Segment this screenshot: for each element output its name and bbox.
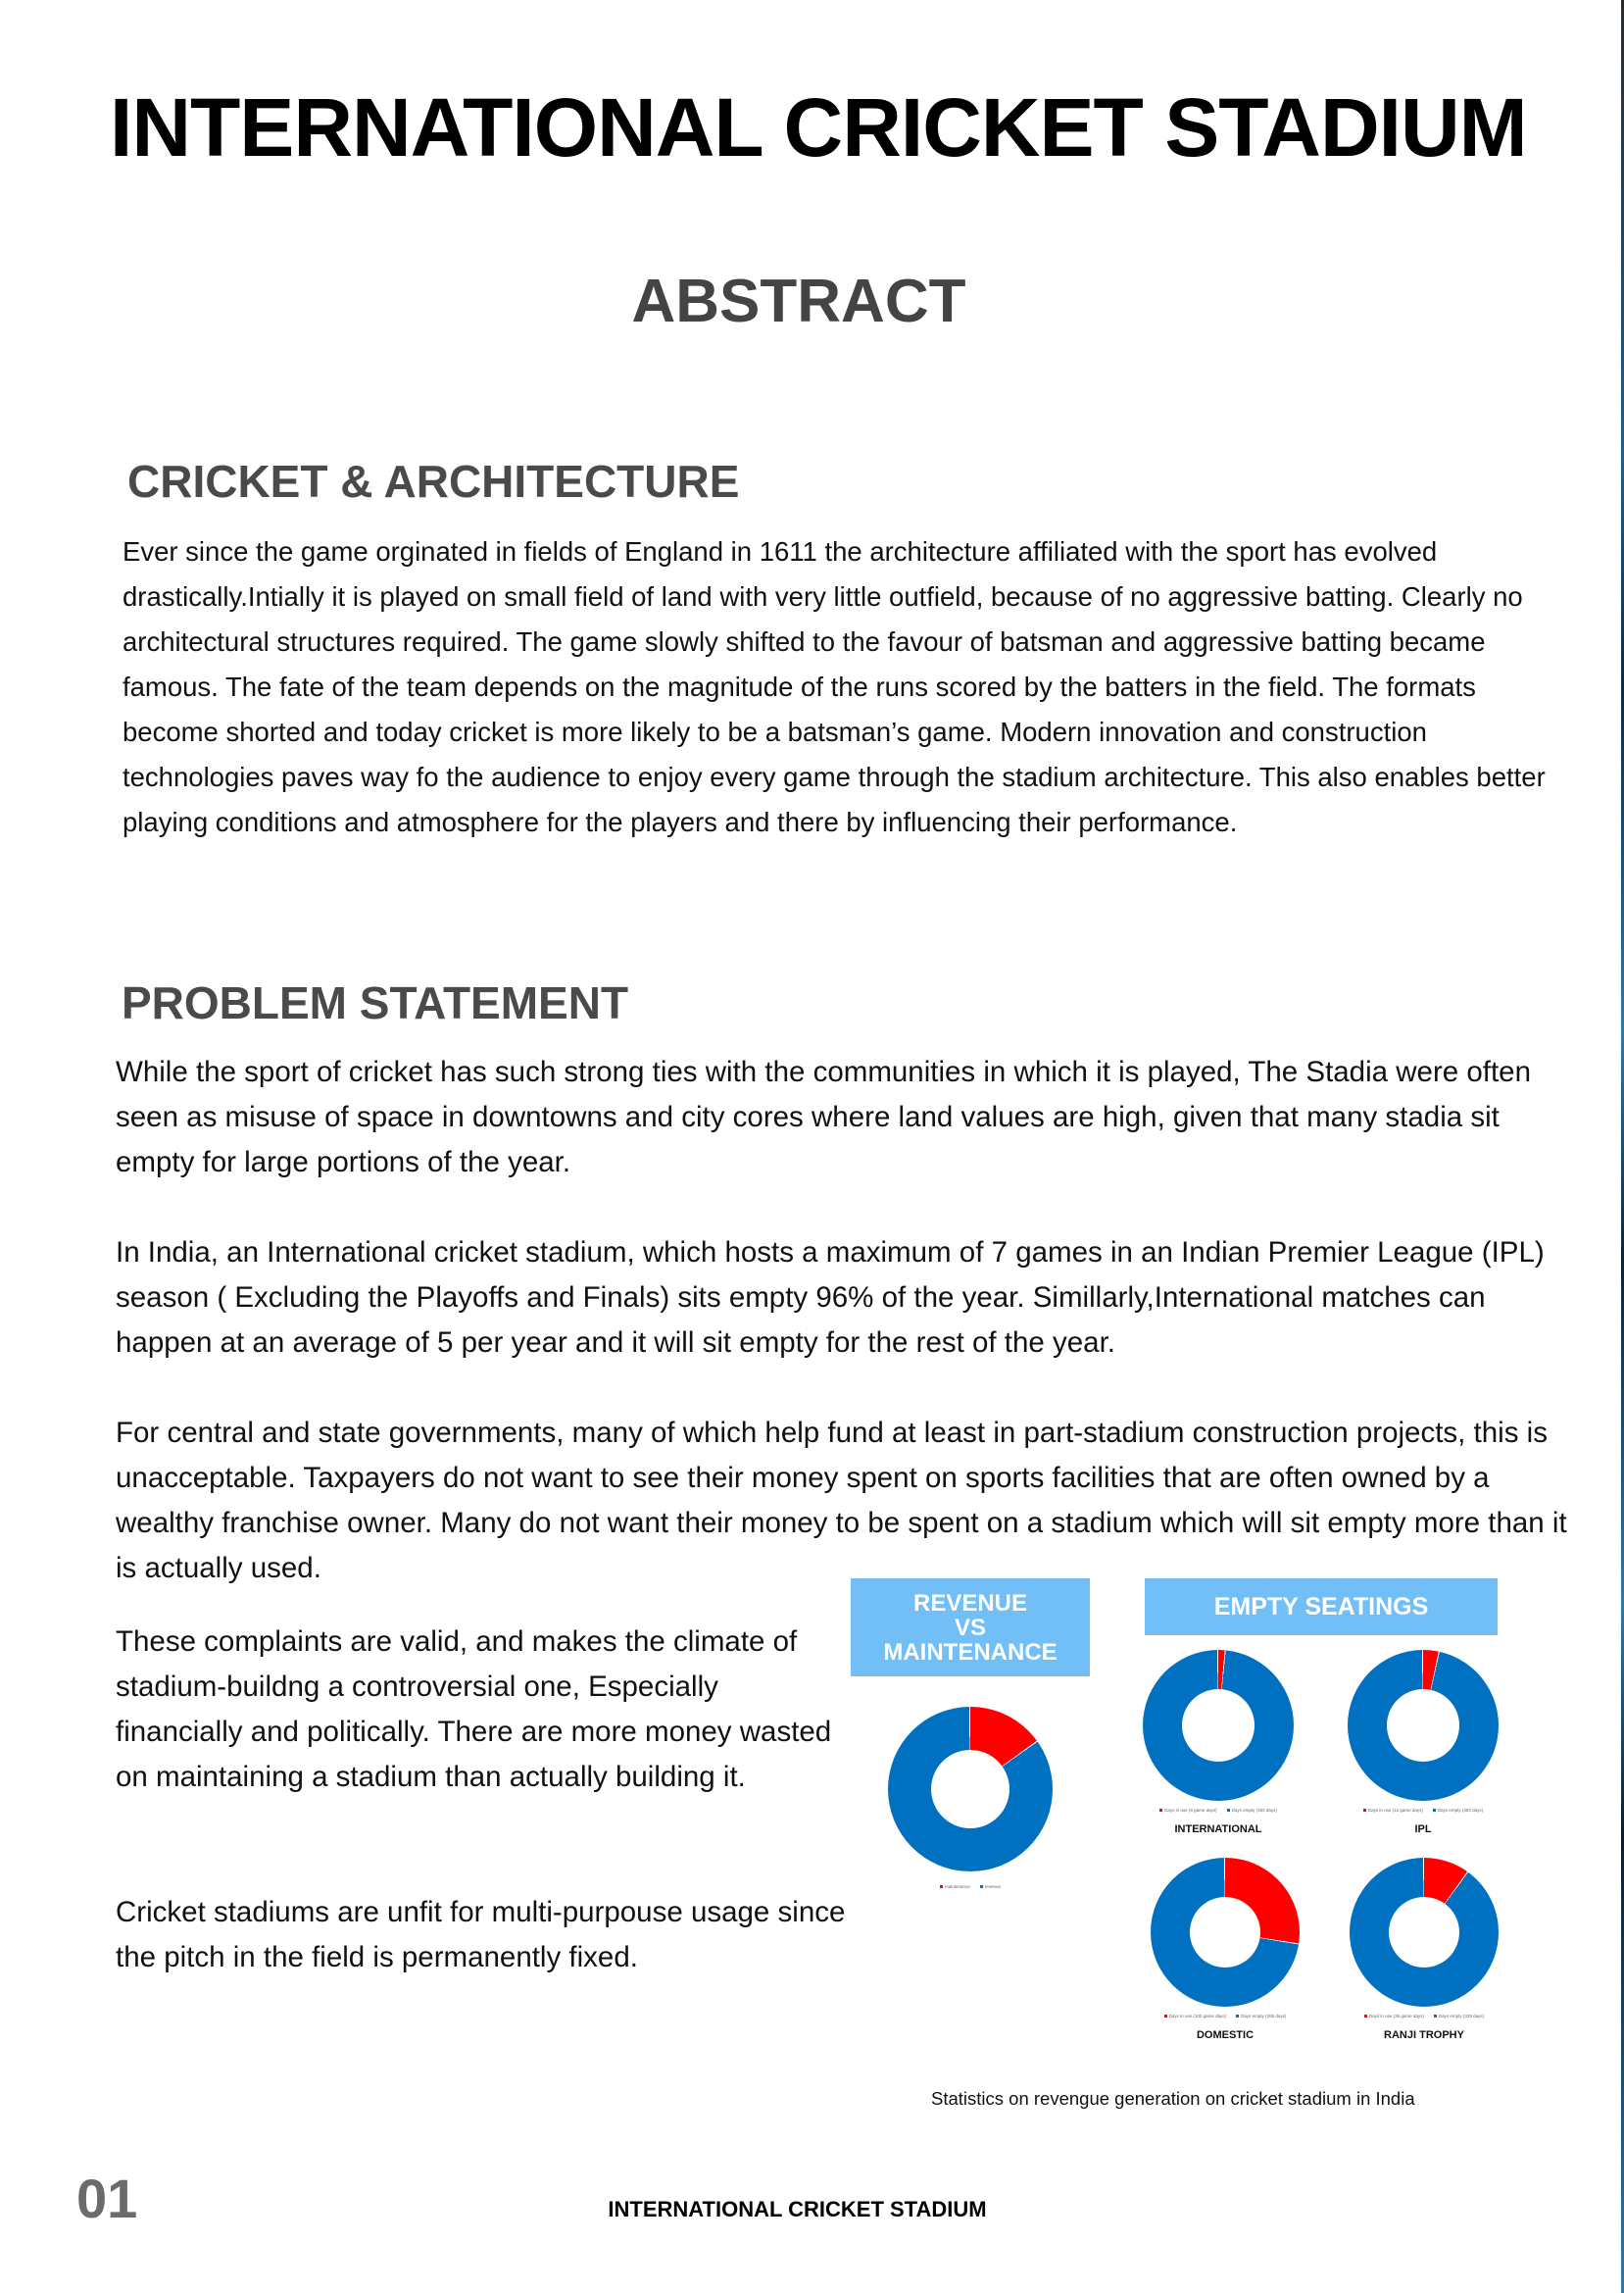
revenue-header-line: REVENUE [912, 1589, 1028, 1617]
legend-swatch-icon [1236, 2015, 1239, 2018]
legend-swatch-icon [1433, 1809, 1436, 1812]
legend-swatch-icon [1434, 2015, 1437, 2018]
problem-paragraph-3: For central and state governments, many of which help fund at least in part-stadium construction projects, this is unacceptable. Taxpayers do not want to see their money spent on sports facilities that are often owned by a wealthy franchise owner. Many do not want their money to be spent on a stadium which will sit empty more than it is actually used. [116, 1417, 1567, 1584]
legend-swatch-icon [1363, 1809, 1366, 1812]
legend-item: Days empty (265 days) [1236, 2014, 1286, 2019]
legend-swatch-icon [1159, 1809, 1162, 1812]
legend-swatch-icon [940, 1885, 943, 1888]
architecture-paragraph: Ever since the game orginated in fields of England in 1611 the architecture affiliated with the sport has evolved drastically.Intially it is played on small field of land with very little outfield, because of no aggressive batting. Clearly no architectural structures required. The game slowly shifted to the favour of batsman and aggressive batting became famous. The fate of the team depends on the magnitude of the runs scored by the batters in the field. The formats become shorted and today cricket is more likely to be a batsman’s game. Modern innovation and construction technologies paves way fo the audience to enjoy every game through the stadium architecture. This also enables better playing conditions and atmosphere for the players and there by influencing their performance. [123, 536, 1546, 837]
revenue-header-line: MAINTENANCE [883, 1638, 1058, 1666]
legend-item: revenue [980, 1884, 1001, 1889]
revenue-chart-legend [882, 1884, 1058, 1889]
legend-item: maintenance [940, 1884, 970, 1889]
footer-title: INTERNATIONAL CRICKET STADIUM [608, 2197, 987, 2221]
revenue-donut-chart [888, 1707, 1053, 1871]
problem-paragraph-4: These complaints are valid, and makes the climate of stadium-buildng a controversial one, Especially financially and politically. There are more money wasted on maintaining a stadium than actually building it. [116, 1625, 832, 1793]
legend-item: Days in use (12 game days) [1363, 1808, 1423, 1813]
document-title: INTERNATIONAL CRICKET STADIUM [110, 81, 1527, 174]
ipl-chart-legend [1345, 1808, 1501, 1813]
ranji-trophy-chart-label: RANJI TROPHY [1384, 2029, 1464, 2041]
domestic-chart-label: DOMESTIC [1196, 2029, 1255, 2041]
revenue-header-line: VS [954, 1614, 986, 1641]
legend-swatch-icon [980, 1885, 983, 1888]
problem-paragraph-1: While the sport of cricket has such strong ties with the communities in which it is played, The Stadia were often seen as misuse of space in downtowns and city cores where land values are high, given that many stadia sit empty for large portions of the year. [116, 1056, 1531, 1178]
legend-item: Days empty (353 days) [1433, 1808, 1483, 1813]
ipl-donut-chart [1348, 1650, 1499, 1801]
empty-seatings-header: EMPTY SEATINGS [1145, 1578, 1498, 1635]
international-donut-chart [1143, 1650, 1294, 1801]
domestic-donut-chart [1151, 1858, 1300, 2007]
legend-item: Days in use (36 game days) [1364, 2014, 1424, 2019]
legend-item: Days in use (5 game days) [1159, 1808, 1217, 1813]
revenue-chart-header [851, 1578, 1090, 1676]
legend-item: Days empty (329 days) [1434, 2014, 1484, 2019]
legend-swatch-icon [1364, 2015, 1367, 2018]
domestic-chart-legend [1147, 2014, 1304, 2019]
ranji-trophy-chart-legend [1346, 2014, 1502, 2019]
international-chart-legend [1140, 1808, 1297, 1813]
architecture-heading: CRICKET & ARCHITECTURE [127, 456, 740, 507]
abstract-heading: ABSTRACT [631, 268, 966, 335]
international-chart-label: INTERNATIONAL [1174, 1823, 1262, 1835]
problem-paragraph-5: Cricket stadiums are unfit for multi-purpouse usage since the pitch in the field is permanently fixed. [116, 1896, 846, 1973]
charts-caption: Statistics on revengue generation on cricket stadium in India [931, 2088, 1415, 2109]
page-number: 01 [76, 2168, 138, 2229]
ipl-chart-label: IPL [1414, 1823, 1432, 1835]
legend-item: Days empty (360 days) [1227, 1808, 1277, 1813]
problem-heading: PROBLEM STATEMENT [122, 977, 629, 1028]
problem-paragraph-2: In India, an International cricket stadium, which hosts a maximum of 7 games in an Indian Premier League (IPL) season ( Excluding the Playoffs and Finals) sits empty 96% of the year. Simillarly,International matches can happen at an average of 5 per year and it will sit empty for the rest of the year. [116, 1236, 1545, 1359]
legend-swatch-icon [1227, 1809, 1230, 1812]
ranji-trophy-donut-chart [1350, 1858, 1499, 2007]
legend-item: Days in use (100 game days) [1164, 2014, 1227, 2019]
legend-swatch-icon [1164, 2015, 1167, 2018]
